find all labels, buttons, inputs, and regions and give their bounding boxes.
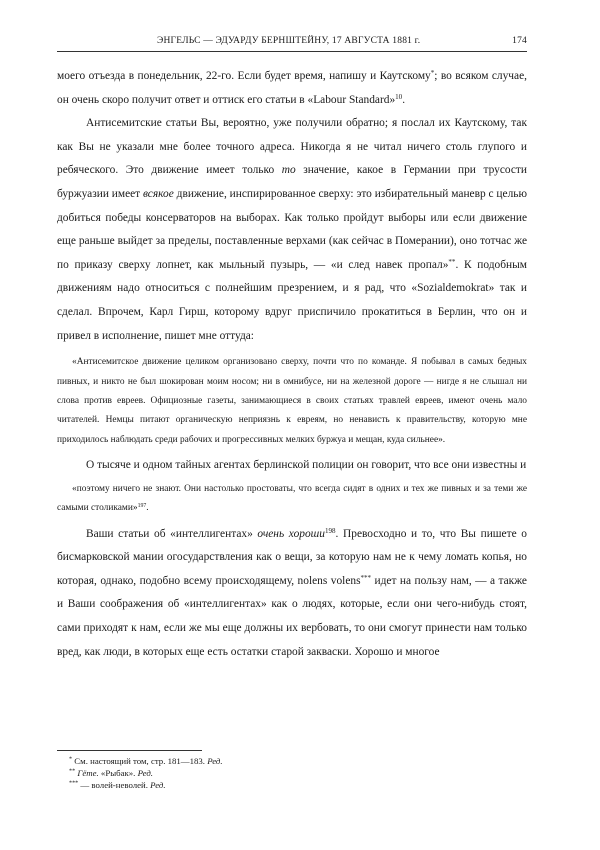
endnote-ref: 198 [324,526,336,535]
footnote-rule [57,750,202,751]
endnote-ref: 10 [395,92,403,101]
footnote: * См. настоящий том, стр. 181—183. Ред. [69,756,223,766]
paragraph: моего отъезда в понедельник, 22-го. Если будет время, напишу и Каутскому*; во всяком случае, он очень скоро получит ответ и оттиск его статьи в «Labour Standard»$^{10}$. [57,69,527,106]
footnote-ref: * [430,69,435,78]
paragraph: О тысяче и одном тайных агентах берлинской полиции он говорит, что все они известны и [86,459,527,472]
footnote-ref: ** [448,257,456,266]
page-number: 174 [512,36,527,46]
header-rule [57,51,527,52]
footnotes [57,755,527,791]
block-quote: «Антисемитское движение целиком организовано сверху, почти что по команде. Я побывал в самых бедных пивных, и никто не был шокирован моим носом; ни в омнибусе, ни на железной дороге — нигде я не слышал ни слова против евреев. Официозные газеты, занимающиеся в своих статьях травлей евреев, имеют очень мало читателей. Немцы питают органическую неприязнь к евреям, но ненависть к правительству, которую мне приходилось наблюдать среди рабочих и прогрессивных мелких буржуа и мещан, куда сильнее». [57,357,527,445]
running-header [57,36,527,50]
block-quote: «поэтому ничего не знают. Они настолько простоваты, что всегда сидят в одних и тех же пивных и за теми же самыми столиками»$^{197}$. [57,483,527,514]
paragraph: Ваши статьи об «интеллигентах» очень хороши$^{198}$. Превосходно и то, что Вы пишете о бисмарковской мании огосударствления как о вещи, за которую нам не к чему ломать копья, но которая, однако, подобно всему происходящему, nolens volens*** идет на пользу нам, — а также и Ваши соображения об «интеллигентах» как о людях, которые, если они чего-нибудь стоят, сами приходят к нам, если же мы еще должны их вербовать, то они смогут принести нам только вред, как люди, в которых еще есть остатки старой закваски. Хорошо и многое [57,526,527,658]
footnote-ref: *** [360,573,372,582]
endnote-ref: 197 [137,502,147,509]
paragraph: Антисемитские статьи Вы, вероятно, уже получили обратно; я послал их Каутскому, так как Вы не указали мне более точного адреса. Никогда я не читал ничего столь глупого и ребяческого. Это движение имеет только то значение, какое в Германии при трусости буржуазии имеет всякое движение, инспирированное сверху: это избирательный маневр с целью добиться победы консерваторов на выборах. Как только пройдут выборы или если движение еще раньше выйдет за пределы, поставленные верхами (как сейчас в Померании), оно тотчас же по приказу сверху лопнет, как мыльный пузырь, — «и след навек пропал»**. К подобным движениям надо относиться с полнейшим презрением, и я рад, что «Sozialdemokrat» так и сделал. Впрочем, Карл Гирш, которому вдруг приспичило прокатиться в Берлин, что он и привел в исполнение, пишет мне оттуда: [57,117,527,342]
main-text [57,65,527,664]
footnote: *** — волей-неволей. Ред. [69,780,166,790]
running-title: ЭНГЕЛЬС — ЭДУАРДУ БЕРНШТЕЙНУ, 17 АВГУСТА 1881 г. [157,36,421,46]
footnote: ** Гёте. «Рыбак». Ред. [69,768,153,778]
